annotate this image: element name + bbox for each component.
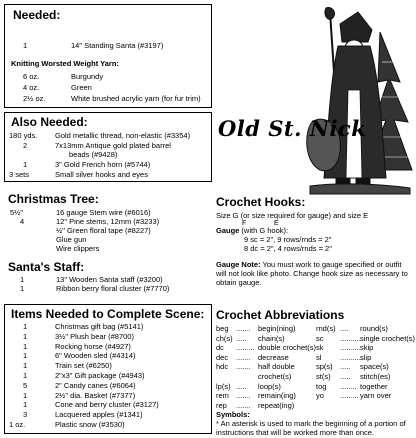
abbreviation-meaning: space(s) <box>360 362 389 372</box>
abbreviation-leader: ........ <box>340 381 357 391</box>
abbreviation-term: tog <box>316 381 327 391</box>
scene-item-qty: 1 <box>23 400 28 410</box>
abbreviation-leader: .......... <box>340 333 361 343</box>
staff-desc-0: 13" Wooden Santa staff (#3200) <box>56 275 163 284</box>
hooks-e-mark: E <box>274 220 279 227</box>
needed-box <box>4 4 212 108</box>
abbreviation-term: dec <box>216 352 229 362</box>
also-qty-0: 180 yds. <box>9 131 38 140</box>
yarn-qty-0: 6 oz. <box>23 72 40 81</box>
abbreviation-leader: ..... <box>236 333 247 343</box>
scene-item-desc: Train set (#6250) <box>55 361 112 371</box>
abbreviation-row <box>216 372 316 382</box>
scene-item <box>9 332 159 342</box>
abbreviation-leader <box>236 372 258 382</box>
also-qty-3: 1 <box>23 160 28 169</box>
scene-item-desc: 3½" Plush bear (#8700) <box>55 331 134 341</box>
scene-item <box>9 420 159 430</box>
abbreviation-term: ch(s) <box>216 333 233 343</box>
abbreviation-term: rem <box>216 391 229 401</box>
gauge-line <box>216 226 288 235</box>
abbreviation-term: lp(s) <box>216 381 231 391</box>
abbreviation-meaning: half double <box>258 362 295 372</box>
gauge-note-3: obtain gauge. <box>216 278 262 287</box>
santas-staff-title: Santa's Staff: <box>8 260 85 274</box>
symbols-line-1: * An asterisk is used to mark the beginning of a portion of <box>216 419 406 428</box>
tree-qty-0: 5½" <box>10 208 24 217</box>
abbreviation-row <box>216 382 316 392</box>
scene-item-desc: 2½" dia. Basket (#7377) <box>55 390 136 400</box>
yarn-qty-1: 4 oz. <box>23 83 40 92</box>
abbreviation-row <box>316 334 415 344</box>
scene-item <box>9 322 159 332</box>
christmas-tree-title: Christmas Tree: <box>8 192 99 206</box>
abbreviation-row <box>216 391 316 401</box>
hooks-f-mark: F <box>242 220 247 227</box>
abbreviation-meaning: decrease <box>258 352 289 362</box>
abbreviation-term: sl <box>316 352 322 362</box>
abbreviation-row <box>216 334 316 344</box>
abbreviation-row <box>316 382 415 392</box>
abbreviation-meaning: slip <box>360 352 372 362</box>
scene-item-qty: 1 <box>23 351 28 361</box>
scene-item <box>9 342 159 352</box>
abbreviation-leader: ........... <box>340 352 363 362</box>
abbreviation-meaning: repeat(ing) <box>258 400 295 410</box>
needed-qty-0: 1 <box>23 41 28 50</box>
hooks-size-line: Size G (or size required for gauge) and size E <box>216 211 369 220</box>
gauge-note-text: You must work to gauge specified or outfit <box>260 260 402 269</box>
scene-item <box>9 371 159 381</box>
staff-qty-0: 1 <box>20 275 25 284</box>
abbreviations-title: Crochet Abbreviations <box>216 308 345 322</box>
abbreviation-term: sp(s) <box>316 362 333 372</box>
also-qty-4: 3 sets <box>9 170 30 179</box>
abbreviation-meaning: yarn over <box>360 391 392 401</box>
scene-item-qty: 1 <box>23 341 28 351</box>
abbreviation-meaning: crochet(s) <box>258 371 292 381</box>
scene-item <box>9 351 159 361</box>
scene-item-desc: Cone and berry cluster (#3127) <box>55 400 159 410</box>
scene-item-qty: 1 <box>23 370 28 380</box>
needed-desc-0: 14" Standing Santa (#3197) <box>71 41 164 50</box>
abbreviation-meaning: chain(s) <box>258 333 285 343</box>
gauge-note-1 <box>216 260 402 269</box>
abbreviation-term: sc <box>316 333 324 343</box>
tree-desc-1: 12" Pine stems, 12mm (#3233) <box>56 217 160 226</box>
staff-qty-1: 1 <box>20 284 25 293</box>
title-art: Old St. Nick <box>218 116 367 141</box>
gauge-note-2: will not look like photo. Change hook size as necessary to <box>216 269 408 278</box>
scene-item-qty: 1 <box>23 390 28 400</box>
crochet-hooks-title: Crochet Hooks: <box>216 195 306 209</box>
abbreviation-term: hdc <box>216 362 229 372</box>
gauge-dc: 8 dc = 2", 4 rows/rnds = 2" <box>244 244 332 253</box>
also-desc-0: Gold metallic thread, non-elastic (#3354) <box>55 131 191 140</box>
abbreviation-row <box>216 343 316 353</box>
abbreviation-row <box>316 391 415 401</box>
abbreviation-row <box>216 353 316 363</box>
abbreviation-row <box>216 362 316 372</box>
needed-title: Needed: <box>13 8 61 22</box>
scene-item-qty: 1 oz. <box>9 419 26 429</box>
abbreviation-leader: ....... <box>236 324 251 333</box>
gauge-note-label: Gauge Note: <box>216 260 261 269</box>
abbreviations-left-column <box>216 324 316 410</box>
yarn-desc-0: Burgundy <box>71 72 104 81</box>
abbreviation-meaning: together <box>360 381 388 391</box>
gauge-text: (with G hook): <box>239 226 289 235</box>
scene-item-desc: Rocking horse (#4927) <box>55 341 131 351</box>
abbreviation-term: st(s) <box>316 371 331 381</box>
also-qty-1: 2 <box>23 141 28 150</box>
scene-item-desc: 6" Wooden sled (#4314) <box>55 351 136 361</box>
abbreviation-row <box>316 343 415 353</box>
abbreviation-row <box>216 401 316 411</box>
abbreviation-meaning: remain(ing) <box>258 391 296 401</box>
scene-item <box>9 400 159 410</box>
yarn-desc-2: White brushed acrylic yarn (for fur trim) <box>71 94 201 103</box>
scene-item-desc: Lacquered apples (#1341) <box>55 410 143 420</box>
gauge-label: Gauge <box>216 226 240 235</box>
yarn-qty-2: 2½ oz. <box>23 94 46 103</box>
abbreviation-leader: ..... <box>236 381 247 391</box>
abbreviation-term: sk <box>316 343 324 353</box>
abbreviation-leader: ....... <box>236 352 251 362</box>
tree-qty-1: 4 <box>20 217 25 226</box>
abbreviation-term: rep <box>216 400 227 410</box>
abbreviation-row <box>316 362 415 372</box>
abbreviation-row <box>316 353 415 363</box>
abbreviation-leader: ......... <box>340 391 359 401</box>
abbreviation-term <box>216 372 236 382</box>
scene-item <box>9 410 159 420</box>
also-desc-3: 3" Gold French horn (#5744) <box>55 160 151 169</box>
abbreviation-leader: ..... <box>340 371 351 381</box>
complete-scene-list <box>9 322 159 430</box>
scene-item <box>9 381 159 391</box>
symbols-title: Symbols: <box>216 410 250 419</box>
abbreviation-meaning: stitch(es) <box>360 371 391 381</box>
also-needed-box <box>4 112 212 182</box>
scene-item-qty: 1 <box>23 331 28 341</box>
abbreviation-leader: ....... <box>236 362 251 372</box>
staff-desc-1: Ribbon berry floral cluster (#7770) <box>56 284 170 293</box>
abbreviation-leader: .... <box>340 324 349 333</box>
abbreviation-leader: ....... <box>236 391 251 401</box>
scene-item-desc: Plastic snow (#3530) <box>55 419 125 429</box>
tree-desc-0: 16 gauge Stem wire (#6016) <box>56 208 151 217</box>
abbreviation-row <box>216 324 316 334</box>
also-desc-1: 7x13mm Antique gold plated barrel <box>55 141 171 150</box>
abbreviation-term: yo <box>316 391 324 401</box>
complete-scene-title: Items Needed to Complete Scene: <box>11 307 205 321</box>
also-needed-title: Also Needed: <box>11 115 88 129</box>
scene-item-desc: Christmas gift bag (#5141) <box>55 322 144 331</box>
abbreviation-meaning: single crochet(s) <box>360 333 416 343</box>
scene-item <box>9 391 159 401</box>
abbreviation-leader: .......... <box>340 343 361 353</box>
complete-scene-box <box>4 304 212 434</box>
abbreviation-meaning: loop(s) <box>258 381 281 391</box>
abbreviation-meaning: begin(ning) <box>258 324 296 333</box>
symbols-line-2: instructions that will be worked more than once. <box>216 428 374 437</box>
also-desc-4: Small silver hooks and eyes <box>55 170 148 179</box>
tree-desc-4: Wire clippers <box>56 244 100 253</box>
abbreviation-meaning: double crochet(s) <box>258 343 316 353</box>
tree-desc-2: ½" Green floral tape (#8227) <box>56 226 151 235</box>
abbreviation-term: rnd(s) <box>316 324 336 333</box>
scene-item <box>9 361 159 371</box>
also-desc-2: beads (#9428) <box>69 150 118 159</box>
abbreviation-row <box>316 324 415 334</box>
yarn-desc-1: Green <box>71 83 92 92</box>
abbreviation-term: dc <box>216 343 224 353</box>
abbreviation-leader: ..... <box>340 362 351 372</box>
scene-item-desc: 2" Candy canes (#6064) <box>55 380 136 390</box>
scene-item-qty: 1 <box>23 322 28 331</box>
abbreviation-leader: ......... <box>236 343 255 353</box>
abbreviation-row <box>316 372 415 382</box>
tree-desc-3: Glue gun <box>56 235 87 244</box>
abbreviations-right-column <box>316 324 415 401</box>
scene-item-qty: 1 <box>23 361 28 371</box>
abbreviation-term: beg <box>216 324 229 333</box>
abbreviation-meaning: skip <box>360 343 374 353</box>
scene-item-qty: 5 <box>23 380 28 390</box>
scene-item-qty: 3 <box>23 410 28 420</box>
abbreviation-leader: ....... <box>236 400 251 410</box>
scene-item-desc: 2"x3" Gift package (#4943) <box>55 370 145 380</box>
santa-illustration <box>290 2 414 198</box>
yarn-heading: Knitting Worsted Weight Yarn: <box>11 59 119 68</box>
gauge-sc: 9 sc = 2", 9 rows/rnds = 2" <box>244 235 332 244</box>
abbreviation-meaning: round(s) <box>360 324 388 333</box>
